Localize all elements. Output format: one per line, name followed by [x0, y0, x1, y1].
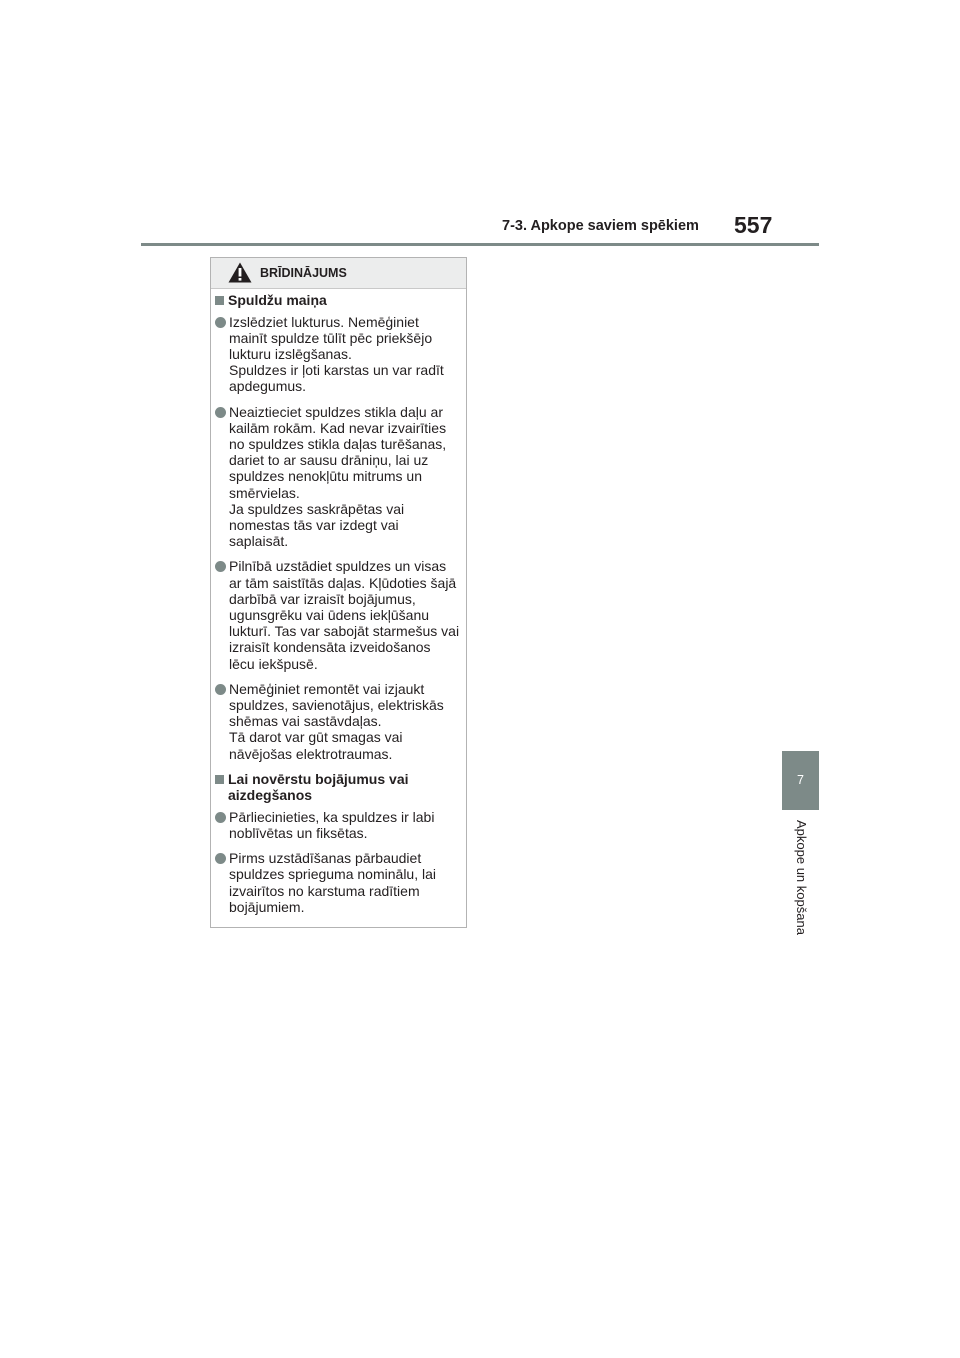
bullet-text: Pārliecinieties, ka spuldzes ir labi noblīvētas un fiksētas. — [229, 808, 435, 841]
page-header-section: 7-3. Apkope saviem spēkiem — [502, 218, 699, 234]
bullet-text: Tā darot var gūt smagas vai nāvējošas elektrotraumas. — [229, 729, 403, 762]
warning-title: BRĪDINĀJUMS — [260, 266, 347, 280]
bullet-text: Pilnībā uzstādiet spuldzes un visas ar tām saistītās daļas. Kļūdoties šajā darbībā var izraisīt bojājumus, ugunsgrēku vai ūdens iekļūšanu lukturī. Tas var sabojāt starmešus vai izraisīt kondensāta izveidošanos lēcu iekšpusē. — [229, 558, 460, 672]
circle-bullet-icon — [215, 684, 226, 695]
warning-body — [211, 289, 466, 915]
list-item — [215, 558, 460, 671]
bullet-text: Izslēdziet lukturus. Nemēģiniet mainīt spuldze tūlīt pēc priekšējo lukturu izslēgšanas. — [229, 313, 433, 362]
section-heading-prevent-damage: Lai novērstu bojājumus vai aizdegšanos — [215, 771, 460, 804]
circle-bullet-icon — [215, 812, 226, 823]
list-item — [215, 681, 460, 762]
list-item — [215, 809, 460, 841]
page-number: 557 — [734, 212, 773, 238]
circle-bullet-icon — [215, 853, 226, 864]
section-heading-bulb-replacement: Spuldžu maiņa — [215, 292, 460, 309]
square-bullet-icon — [215, 296, 224, 305]
list-item — [215, 850, 460, 915]
warning-box — [210, 257, 467, 928]
chapter-number: 7 — [797, 773, 804, 787]
bullet-text: Nemēģiniet remontēt vai izjaukt spuldzes, savienotājus, elektriskās shēmas vai sastāvdaļas. — [229, 680, 444, 730]
chapter-title: Apkope un kopšana — [794, 820, 809, 935]
warning-triangle-icon — [228, 262, 252, 283]
bullet-text: Pirms uzstādīšanas pārbaudiet spuldzes sprieguma nominālu, lai izvairītos no karstuma radītiem bojājumiem. — [229, 850, 436, 915]
circle-bullet-icon — [215, 317, 226, 328]
circle-bullet-icon — [215, 561, 226, 572]
bullet-text: Spuldzes ir ļoti karstas un var radīt apdegumus. — [229, 362, 444, 395]
circle-bullet-icon — [215, 407, 226, 418]
list-item — [215, 404, 460, 550]
bullet-text: Neaiztieciet spuldzes stikla daļu ar kailām rokām. Kad nevar izvairīties no spuldzes stikla daļas turēšanas, dariet to ar sausu drāniņu, lai uz spuldzes nenokļūtu mitrums un smērvielas. — [229, 403, 447, 501]
header-rule — [141, 243, 819, 246]
bullet-text: Ja spuldzes saskrāpētas vai nomestas tās var izdegt vai saplaisāt. — [229, 500, 405, 550]
list-item — [215, 314, 460, 395]
warning-header — [211, 258, 466, 289]
square-bullet-icon — [215, 775, 224, 784]
chapter-tab[interactable] — [782, 751, 819, 810]
